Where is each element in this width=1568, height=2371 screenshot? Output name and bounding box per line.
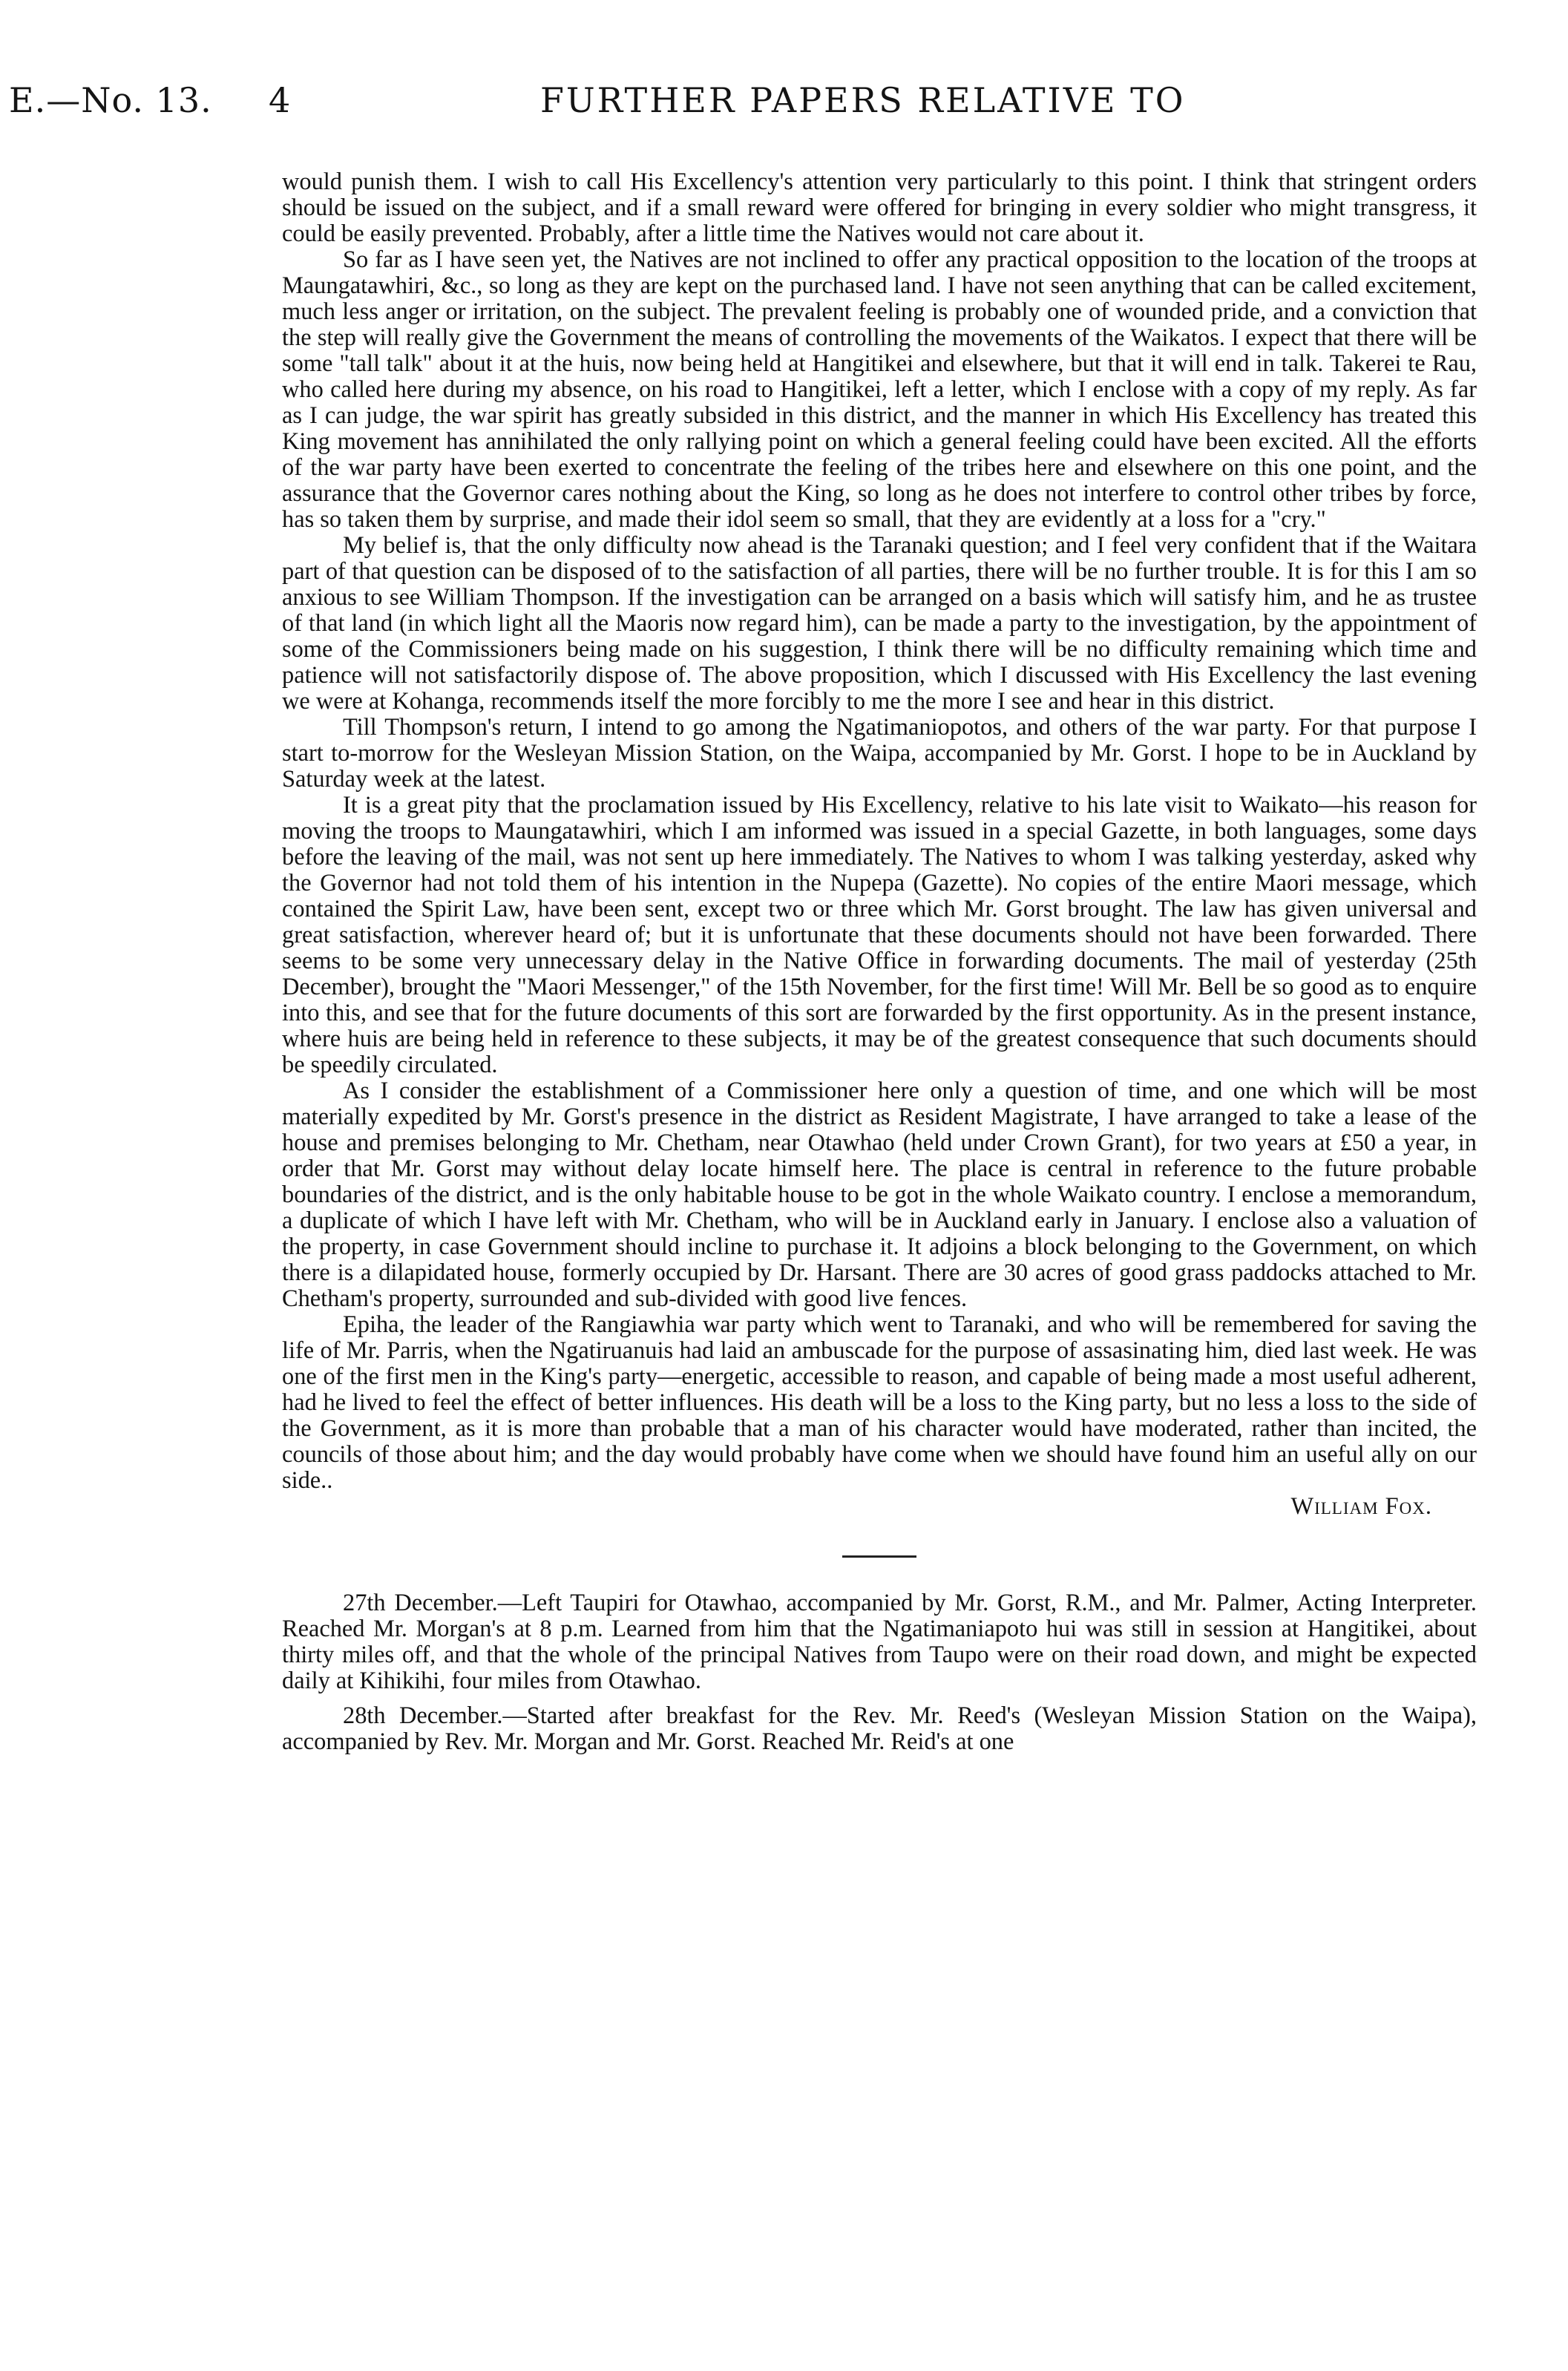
letter-paragraph-1: would punish them. I wish to call His Excellency's attention very particularly to this point. I think that stringent orders should be issued on the subject, and if a small reward were offered for bringing in every soldier who might transgress, it could be easily prevented. Probably, after a little time the Natives would not care about it. <box>282 168 1477 247</box>
document-reference: E.—No. 13. <box>9 80 212 120</box>
letter-paragraph-2: So far as I have seen yet, the Natives are not inclined to offer any practical opposition to the location of the troops at Maungatawhiri, &c., so long as they are kept on the purchased land. I have not seen anything that can be called excitement, much less anger or irritation, on the subject. The prevalent feeling is probably one of wounded pride, and a conviction that the step will really give the Government the means of controlling the movements of the Waikatos. I expect that there will be some "tall talk" about it at the huis, now being held at Hangitikei and elsewhere, but that it will end in talk. Takerei te Rau, who called here during my absence, on his road to Hangitikei, left a letter, which I enclose with a copy of my reply. As far as I can judge, the war spirit has greatly subsided in this district, and the manner in which His Excellency has treated this King movement has annihilated the only rallying point on which a general feeling could have been excited. All the efforts of the war party have been exerted to concentrate the feeling of the tribes here and elsewhere on this one point, and the assurance that the Governor cares nothing about the King, so long as he does not interfere to control other tribes by force, has so taken them by surprise, and made their idol seem so small, that they are evidently at a loss for a "cry." <box>282 246 1477 533</box>
letter-paragraph-6: As I consider the establishment of a Commissioner here only a question of time, and one which will be most materially expedited by Mr. Gorst's presence in the district as Resident Magistrate, I have arranged to take a lease of the house and premises belonging to Mr. Chetham, near Otawhao (held under Crown Grant), for two years at £50 a year, in order that Mr. Gorst may without delay locate himself here. The place is central in reference to the future probable boundaries of the district, and is the only habitable house to be got in the whole Waikato country. I enclose a memorandum, a duplicate of which I have left with Mr. Chetham, who will be in Auckland early in January. I enclose also a valuation of the property, in case Government should incline to purchase it. It adjoins a block belonging to the Government, on which there is a dilapidated house, formerly occupied by Dr. Harsant. There are 30 acres of good grass paddocks attached to Mr. Chetham's property, surrounded and sub-divided with good live fences. <box>282 1078 1477 1312</box>
page-body <box>282 169 1477 1764</box>
letter-paragraph-7: Epiha, the leader of the Rangiawhia war party which went to Taranaki, and who will be remembered for saving the life of Mr. Parris, when the Ngatiruanuis had laid an ambuscade for the purpose of assasinating him, died last week. He was one of the first men in the King's party—energetic, accessible to reason, and capable of being made a most useful adherent, had he lived to feel the effect of better influences. His death will be a loss to the King party, but no less a loss to the side of the Government, as it is more than probable that a man of his character would have moderated, rather than incited, the councils of those about him; and the day would probably have come when we should have found him an useful ally on our side.. <box>282 1311 1477 1494</box>
journal-entry-28-december: 28th December.—Started after breakfast for the Rev. Mr. Reed's (Wesleyan Mission Station on the Waipa), accompanied by Rev. Mr. Morgan and Mr. Gorst. Reached Mr. Reid's at one <box>282 1702 1477 1755</box>
running-title: FURTHER PAPERS RELATIVE TO <box>540 80 1186 120</box>
letter <box>282 169 1477 1520</box>
section-divider <box>842 1555 916 1558</box>
signature: William Fox. <box>1290 1493 1432 1520</box>
journal <box>282 1590 1477 1755</box>
letter-paragraph-5: It is a great pity that the proclamation issued by His Excellency, relative to his late visit to Waikato—his reason for moving the troops to Maungatawhiri, which I am informed was issued in a special Gazette, in both languages, some days before the leaving of the mail, was not sent up here immediately. The Natives to whom I was talking yesterday, asked why the Governor had not told them of his intention in the Nupepa (Gazette). No copies of the entire Maori message, which contained the Spirit Law, have been sent, except two or three which Mr. Gorst brought. The law has given universal and great satisfaction, wherever heard of; but it is unfortunate that these documents should not have been forwarded. There seems to be some very unnecessary delay in the Native Office in forwarding documents. The mail of yesterday (25th December), brought the "Maori Messenger," of the 15th November, for the first time! Will Mr. Bell be so good as to enquire into this, and see that for the future documents of this sort are forwarded by the first opportunity. As in the present instance, where huis are being held in reference to these subjects, it may be of the greatest consequence that such documents should be speedily circulated. <box>282 792 1477 1078</box>
letter-paragraph-3: My belief is, that the only difficulty now ahead is the Taranaki question; and I feel very confident that if the Waitara part of that question can be disposed of to the satisfaction of all parties, there will be no further trouble. It is for this I am so anxious to see William Thompson. If the investigation can be arranged on a basis which will satisfy him, and he as trustee of that land (in which light all the Maoris now regard him), can be made a party to the investigation, by the appointment of some of the Commissioners being made on his suggestion, I think there will be no difficulty remaining which time and patience will not satisfactorily dispose of. The above proposition, which I discussed with His Excellency the last evening we were at Kohanga, recommends itself the more forcibly to me the more I see and hear in this district. <box>282 532 1477 715</box>
letter-paragraph-4: Till Thompson's return, I intend to go among the Ngatimaniopotos, and others of the war party. For that purpose I start to-morrow for the Wesleyan Mission Station, on the Waipa, accompanied by Mr. Gorst. I hope to be in Auckland by Saturday week at the latest. <box>282 714 1477 793</box>
page-header <box>0 0 1568 119</box>
journal-entry-27-december: 27th December.—Left Taupiri for Otawhao, accompanied by Mr. Gorst, R.M., and Mr. Palmer, Acting Interpreter. Reached Mr. Morgan's at 8 p.m. Learned from him that the Ngatimaniapoto hui was still in session at Hangitikei, about thirty miles off, and that the whole of the principal Natives from Taupo were on their road down, and might be expected daily at Kihikihi, four miles from Otawhao. <box>282 1590 1477 1694</box>
page-number: 4 <box>269 80 291 120</box>
